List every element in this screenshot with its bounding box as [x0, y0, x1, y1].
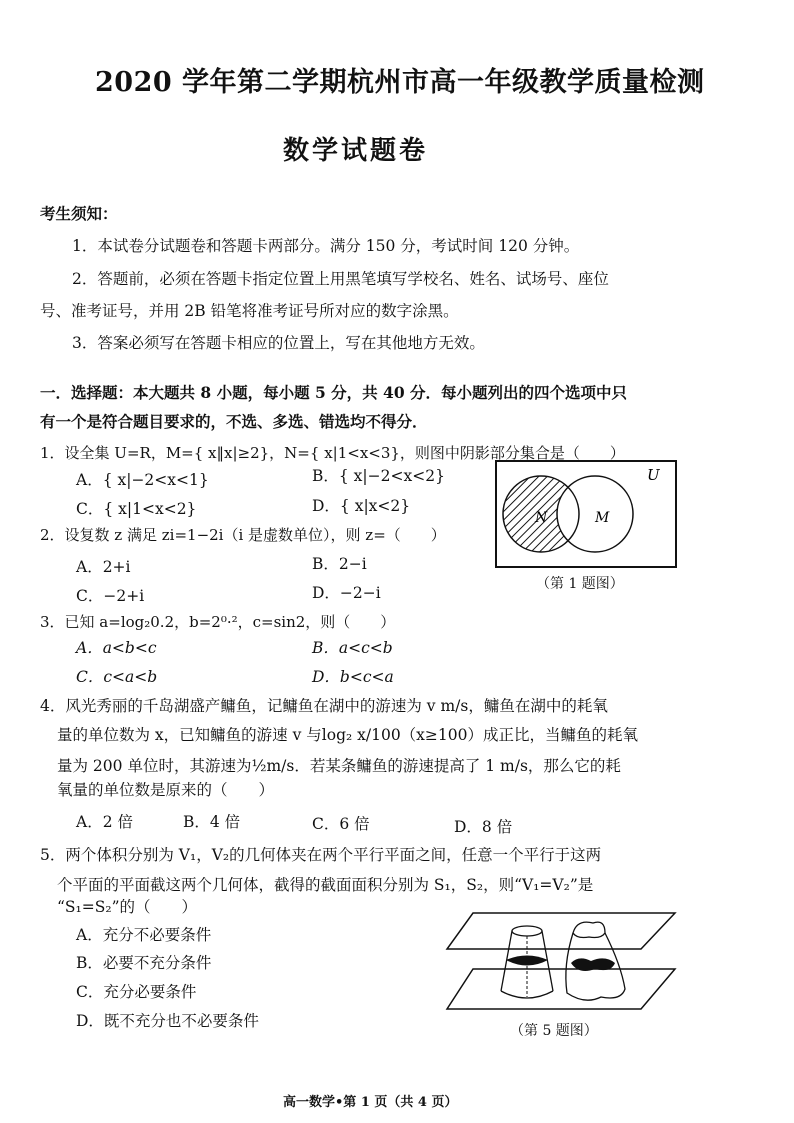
q1-stem: 1．设全集 U=R，M={ x‖x|≥2}，N={ x|1<x<3}，则图中阴影部分集合是（ ） — [40, 444, 625, 462]
q3-option-b: B．a<c<b — [312, 639, 393, 657]
q5-option-c: C．充分必要条件 — [76, 983, 197, 1001]
q1-option-c: C．{ x|1<x<2} — [76, 500, 197, 518]
parallel-planes-figure — [445, 905, 685, 1017]
notice-item-1: 1．本试卷分试题卷和答题卡两部分。满分 150 分，考试时间 120 分钟。 — [72, 237, 580, 255]
top-plane — [447, 913, 675, 949]
q5-line3: “S₁=S₂”的（ ） — [57, 898, 197, 916]
q4-option-b: B．4 倍 — [183, 813, 241, 831]
figure1-caption: （第 1 题图） — [536, 576, 624, 592]
q1-option-d: D．{ x|x<2} — [312, 497, 411, 515]
figure5-caption: （第 5 题图） — [510, 1023, 598, 1039]
q5-line2: 个平面的平面截这两个几何体，截得的截面面积分别为 S₁，S₂，则“V₁=V₂”是 — [57, 876, 594, 894]
q3-option-a: A．a<b<c — [76, 639, 157, 657]
q1-option-b: B．{ x|−2<x<2} — [312, 467, 445, 485]
q4-line2: 量的单位数为 x，已知鳙鱼的游速 v 与log₂ x/100（x≥100）成正比，当鳙鱼的耗氧 — [57, 726, 638, 744]
q5-line1: 5．两个体积分别为 V₁，V₂的几何体夹在两个平行平面之间，任意一个平行于这两 — [40, 846, 602, 864]
label-u: U — [647, 466, 660, 484]
section-heading-line1: 一．选择题：本大题共 8 小题，每小题 5 分，共 40 分．每小题列出的四个选项中只 — [40, 383, 628, 402]
q3-stem: 3．已知 a=log₂0.2，b=2⁰·²，c=sin2，则（ ） — [40, 613, 396, 631]
q3-option-d: D．b<c<a — [312, 668, 394, 686]
q5-option-b: B．必要不充分条件 — [76, 954, 212, 972]
q2-option-c: C．−2+i — [76, 587, 145, 605]
q5-option-a: A．充分不必要条件 — [76, 926, 212, 944]
q2-option-b: B．2−i — [312, 555, 367, 573]
irregular-solid — [566, 922, 625, 1000]
q2-option-d: D．−2−i — [312, 584, 381, 602]
notice-heading: 考生须知： — [40, 204, 118, 223]
bottom-plane — [447, 969, 675, 1009]
q4-option-d: D．8 倍 — [454, 818, 513, 836]
q4-line4: 氧量的单位数是原来的（ ） — [57, 781, 275, 799]
frustum-cross-section — [506, 956, 548, 966]
q4-line1: 4．风光秀丽的千岛湖盛产鳙鱼，记鳙鱼在湖中的游速为 v m/s，鳙鱼在湖中的耗氧 — [40, 697, 608, 715]
page-footer: 高一数学•第 1 页（共 4 页） — [283, 1095, 458, 1110]
frustum-solid — [501, 926, 553, 998]
q5-option-d: D．既不充分也不必要条件 — [76, 1012, 259, 1030]
venn-diagram — [495, 460, 677, 570]
q4-option-c: C．6 倍 — [312, 815, 370, 833]
q2-option-a: A．2+i — [76, 558, 131, 576]
label-m: M — [595, 510, 610, 526]
label-n: N — [535, 510, 548, 526]
notice-item-2-cont: 号、准考证号，并用 2B 铅笔将准考证号所对应的数字涂黑。 — [40, 302, 459, 320]
notice-item-3: 3．答案必须写在答题卡相应的位置上，写在其他地方无效。 — [72, 334, 485, 352]
q3-option-c: C．c<a<b — [76, 668, 158, 686]
irregular-cross-section — [571, 958, 615, 971]
page-subtitle: 数学试题卷 — [283, 136, 429, 166]
q2-stem: 2．设复数 z 满足 zi=1−2i（i 是虚数单位），则 z=（ ） — [40, 526, 446, 544]
q4-option-a: A．2 倍 — [76, 813, 133, 831]
q4-line3: 量为 200 单位时，其游速为½m/s．若某条鳙鱼的游速提高了 1 m/s，那么它的耗 — [57, 757, 621, 775]
notice-item-2: 2．答题前，必须在答题卡指定位置上用黑笔填写学校名、姓名、试场号、座位 — [72, 270, 609, 288]
section-heading-line2: 有一个是符合题目要求的，不选、多选、错选均不得分． — [40, 412, 428, 431]
q1-option-a: A．{ x|−2<x<1} — [76, 471, 209, 489]
page-title: 2020 学年第二学期杭州市高一年级教学质量检测 — [95, 67, 705, 98]
